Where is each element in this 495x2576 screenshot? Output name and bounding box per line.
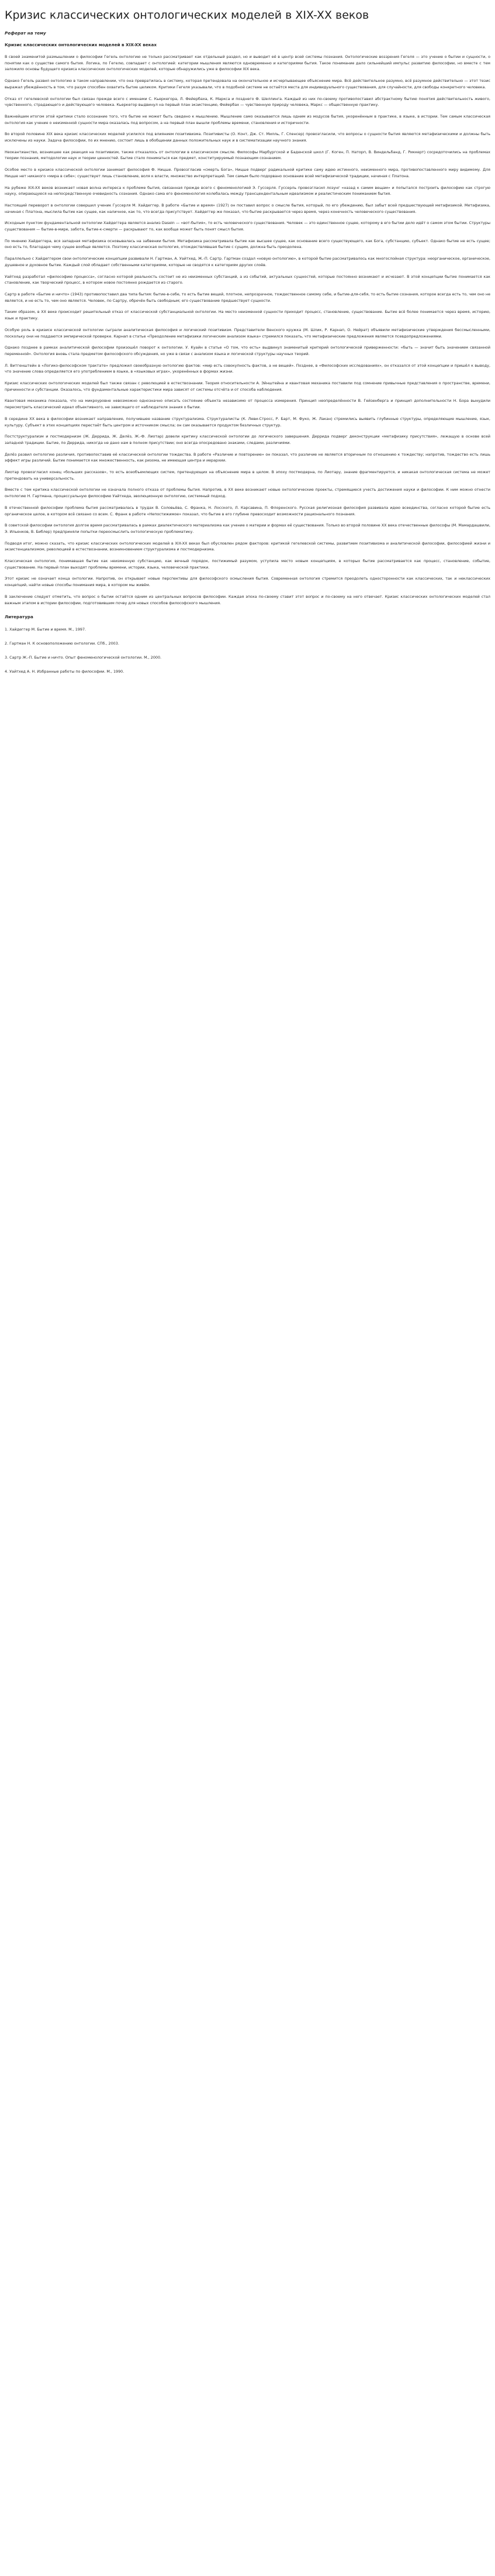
paragraph: Вместе с тем критика классической онтологии не означала полного отказа от проблемы бытия. Напротив, в XX веке возникают новые онтологические проекты, стремящиеся учесть достижения науки и философии. К ним можно отнести онтологию Н. Гартмана, процессуальную философию Уайтхеда, эволюционную онтологию, системный подход. (5, 487, 490, 499)
paragraph: Подводя итог, можно сказать, что кризис классических онтологических моделей в XIX-XX веках был обусловлен рядом факторов: критикой гегелевской системы, развитием позитивизма и аналитической философии, философией жизни и экзистенциализмом, революцией в естествознании, возникновением структурализма и постмодернизма. (5, 540, 490, 552)
paragraph: Л. Витгенштейн в «Логико-философском трактате» предложил своеобразную онтологию фактов: «мир есть совокупность фактов, а не вещей». Позднее, в «Философских исследованиях», он отказался от этой концепции и пришёл к выводу, что значение слова определяется его употреблением в языке, в «языковых играх», укоренённых в формах жизни. (5, 363, 490, 374)
references-list (5, 626, 490, 674)
paragraph: Параллельно с Хайдеггером свои онтологические концепции развивали Н. Гартман, А. Уайтхед, Ж.-П. Сартр. Гартман создал «новую онтологию», в которой бытие рассматривалось как многослойная структура: неорганическое, органическое, душевное и духовное бытие. Каждый слой обладает собственными категориями, которые не сводятся к категориям других слоёв. (5, 256, 490, 267)
paragraph: Особую роль в кризисе классической онтологии сыграли аналитическая философия и логический позитивизм. Представители Венского кружка (М. Шлик, Р. Карнап, О. Нейрат) объявили метафизические утверждения бессмысленными, поскольку они не поддаются эмпирической проверке. Карнап в статье «Преодоление метафизики логическим анализом языка» стремился показать, что метафизические предложения являются псевдопредложениями. (5, 327, 490, 339)
paragraph: В заключение следует отметить, что вопрос о бытии остаётся одним из центральных вопросов философии. Каждая эпоха по-своему ставит этот вопрос и по-своему на него отвечает. Кризис классических онтологических моделей стал важным этапом в истории философии, подготовившим почву для новых способов философского мышления. (5, 594, 490, 605)
paragraph: Отказ от гегелевской онтологии был связан прежде всего с именами С. Кьеркегора, Л. Фейербаха, К. Маркса и позднего Ф. Шеллинга. Каждый из них по-своему противопоставил абстрактному бытию понятия действительность живого, чувственного, страдающего и действующего человека. Кьеркегор выдвинул на первый план экзистенцию, Фейербах — чувственную природу человека, Маркс — общественную практику. (5, 96, 490, 108)
paragraph: В советской философии онтология долгое время рассматривалась в рамках диалектического материализма как учение о материи и формах её существования. Только во второй половине XX века отечественные философы (М. Мамардашвили, Э. Ильенков, В. Библер) предприняли попытки переосмыслить онтологическую проблематику. (5, 523, 490, 534)
paragraph: Неокантианство, возникшее как реакция на позитивизм, также отказалось от онтологии в классическом смысле. Философы Марбургской и Баденской школ (Г. Коген, П. Наторп, В. Виндельбанд, Г. Риккерт) сосредоточились на проблемах теории познания, методологии наук и теории ценностей. Бытие стало пониматься как предмет, конституируемый познающим сознанием. (5, 149, 490, 161)
paragraph: На рубеже XIX-XX веков возникает новая волна интереса к проблеме бытия, связанная прежде всего с феноменологией Э. Гуссерля. Гуссерль провозгласил лозунг «назад к самим вещам» и попытался построить философию как строгую науку, опирающуюся на непосредственную очевидность сознания. Однако сама его феноменология колебалась между трансцендентальным идеализмом и реалистическим пониманием бытия. (5, 185, 490, 197)
paragraph: В отечественной философии проблема бытия рассматривалась в трудах В. Соловьёва, С. Франка, Н. Лосского, Л. Карсавина, П. Флоренского. Русская религиозная философия развивала идею всеединства, согласно которой бытие есть органическое целое, в котором всё связано со всем. С. Франк в работе «Непостижимое» показал, что бытие в его глубине превосходит возможности рационального познания. (5, 505, 490, 516)
reference-item: 1. Хайдеггер М. Бытие и время. М., 1997. (5, 627, 86, 632)
reference-item: 3. Сартр Ж.-П. Бытие и ничто. Опыт феноменологической онтологии. М., 2000. (5, 655, 162, 660)
references-heading: Литература (5, 614, 33, 620)
paragraph: Лиотар провозгласил конец «больших рассказов», то есть всеобъемлющих систем, претендующих на объяснение мира в целом. В эпоху постмодерна, по Лиотару, знание фрагментируется, и никакая онтологическая система не может претендовать на универсальность. (5, 470, 490, 481)
paragraph: В середине XX века в философии возникает направление, получившее название структурализма. Структуралисты (К. Леви-Стросс, Р. Барт, М. Фуко, Ж. Лакан) стремились выявить глубинные структуры, определяющие мышление, язык, культуру. Субъект в этих концепциях перестаёт быть центром и источником смысла; он сам оказывается продуктом безличных структур. (5, 416, 490, 428)
page-title: Кризис классических онтологических моделей в XIX-XX веков (5, 9, 369, 22)
paragraph: Классическая онтология, понимавшая бытие как неизменную субстанцию, как вечный порядок, постижимый разумом, уступила место новым концепциям, в которых бытие рассматривается как процесс, становление, событие, существование. На первый план выходят проблемы времени, истории, языка, человеческой практики. (5, 559, 490, 570)
paragraph: Исходным пунктом фундаментальной онтологии Хайдеггера является анализ Dasein — «вот-бытия», то есть человеческого существования. Человек — это единственное сущее, которому в его бытии дело идёт о самом этом бытии. Структуры существования — бытие-в-мире, забота, бытие-к-смерти — раскрывают то, как вообще может быть понят смысл бытия. (5, 221, 490, 232)
paragraph: Постструктурализм и постмодернизм (Ж. Деррида, Ж. Делёз, Ж.-Ф. Лиотар) довели критику классической онтологии до логического завершения. Деррида подверг деконструкции «метафизику присутствия», лежащую в основе всей западной традиции. Бытие, по Деррида, никогда не дано нам в полном присутствии; оно всегда опосредовано знаками, следами, различиями. (5, 434, 490, 445)
paragraph: Таким образом, в XX веке происходит решительный отказ от классической субстанциальной онтологии. На место неизменной сущности приходит процесс, становление, существование. Бытие всё более понимается через время, историю, язык и практику. (5, 309, 490, 321)
paragraph: Важнейшим итогом этой критики стало осознание того, что бытие не может быть сведено к мышлению. Мышление само оказывается лишь одним из модусов бытия, укоренённым в практике, в языке, в истории. Тем самым классическая онтология как учение о неизменной сущности мира оказалась под вопросом, а на первый план вышли проблемы времени, становления и историчности. (5, 113, 490, 125)
paragraph: По мнению Хайдеггера, вся западная метафизика основывалась на забвении бытия. Метафизика рассматривала бытие как высшее сущее, как основание всего существующего, как Бога, субстанцию, субъект. Однако бытие не есть сущее; оно есть то, благодаря чему сущее вообще является. Поэтому классическая онтология, отождествлявшая бытие с сущим, должна быть преодолена. (5, 238, 490, 250)
document-page (0, 0, 495, 674)
document-body (5, 54, 490, 606)
paragraph: Однако Гегель развил онтологию в таком направлении, что она превратилась в систему, которая претендовала на окончательное и исчерпывающее объяснение мира. Всё действительное разумно, всё разумное действительно — этот тезис выражал убеждённость в том, что разум способен охватить бытие целиком. Критики Гегеля указывали, что в подобной системе не остаётся места для индивидуального существования, для случайности, для свободы конкретного человека. (5, 78, 490, 89)
paragraph: Уайтхед разработал «философию процесса», согласно которой реальность состоит не из неизменных субстанций, а из событий, актуальных сущностей, которые постоянно возникают и исчезают. В этой концепции бытие понимается как становление, как творческий процесс, в котором новое постоянно рождается из старого. (5, 274, 490, 285)
paragraph: Настоящий переворот в онтологии совершил ученик Гуссерля М. Хайдеггер. В работе «Бытие и время» (1927) он поставил вопрос о смысле бытия, который, по его убеждению, был забыт всей предшествующей метафизикой. Метафизика, начиная с Платона, мыслила бытие как сущее, как наличное, как то, что всегда присутствует. Хайдеггер же показал, что бытие раскрывается через время, через конечность человеческого существования. (5, 202, 490, 214)
paragraph: Кризис классических онтологических моделей был также связан с революцией в естествознании. Теория относительности А. Эйнштейна и квантовая механика поставили под сомнение привычные представления о пространстве, времени, причинности и субстанции. Оказалось, что фундаментальные характеристики мира зависят от системы отсчёта и от способа наблюдения. (5, 381, 490, 392)
reference-item: 2. Гартман Н. К основоположению онтологии. СПб., 2003. (5, 641, 119, 646)
paragraph: В своей знаменитой размышлении о философии Гегель онтологию не только рассматривает как отдельный раздел, но и выводит её в центр всей системы познания. Онтологические воззрения Гегеля — это учение о бытии и сущности, о понятии как о существе самого бытия. Логика, по Гегелю, совпадает с онтологией: категории мышления являются одновременно и категориями бытия. Такое понимание дало сильнейший импульс развитию философии, но вместе с тем заложило основы будущего кризиса классических онтологических моделей, которые обнаружились уже в философии XIX века. (5, 54, 490, 72)
paragraph: Квантовая механика показала, что на микроуровне невозможно однозначно описать состояние объекта независимо от процесса измерения. Принцип неопределённости В. Гейзенберга и принцип дополнительности Н. Бора вынудили пересмотреть классический идеал объективного, не зависящего от наблюдателя знания о бытии. (5, 398, 490, 410)
paragraph: Однако позднее в рамках аналитической философии произошёл поворот к онтологии. У. Куайн в статье «О том, что есть» выдвинул знаменитый критерий онтологической приверженности: «быть — значит быть значением связанной переменной». Онтология вновь стала предметом философского обсуждения, но уже в связи с анализом языка и логической структуры научных теорий. (5, 345, 490, 356)
section-heading: Кризис классических онтологических моделей в XIX-XX веках (5, 42, 157, 47)
paragraph: Этот кризис не означает конца онтологии. Напротив, он открывает новые перспективы для философского осмысления бытия. Современная онтология стремится преодолеть односторонности как классических, так и неклассических концепций, найти новые способы понимания мира, в котором мы живём. (5, 576, 490, 588)
reference-item: 4. Уайтхед А. Н. Избранные работы по философии. М., 1990. (5, 669, 124, 674)
paragraph: Сартр в работе «Бытие и ничто» (1943) противопоставил два типа бытия: бытие-в-себе, то есть бытие вещей, плотное, непрозрачное, тождественное самому себе, и бытие-для-себя, то есть бытие сознания, которое всегда есть то, чем оно не является, и не есть то, чем оно является. Человек, по Сартру, обречён быть свободным; его существование предшествует сущности. (5, 291, 490, 303)
paragraph: Во второй половине XIX века кризис классических моделей усилился под влиянием позитивизма. Позитивисты (О. Конт, Дж. Ст. Милль, Г. Спенсер) провозгласили, что вопросы о сущности бытия являются метафизическими и должны быть исключены из науки. Задача философии, по их мнению, состоит лишь в обобщении данных положительных наук и в систематизации научного знания. (5, 132, 490, 143)
paragraph: Особое место в кризисе классической онтологии занимает философия Ф. Ницше. Провозгласив «смерть Бога», Ницше подверг радикальной критике саму идею истинного, неизменного мира, противопоставленного миру видимому. Для Ницше нет никакого «мира в себе»; существует лишь становление, воля к власти, множество интерпретаций. Тем самым было подорвано основание всей метафизической традиции, начиная с Платона. (5, 167, 490, 178)
paragraph: Делёз развил онтологию различия, противопоставив её классической онтологии тождества. В работе «Различие и повторение» он показал, что различие не является вторичным по отношению к тождеству; напротив, тождество есть лишь эффект игры различий. Бытие понимается как множественность, как ризома, не имеющая центра и иерархии. (5, 452, 490, 463)
document-subtitle: Реферат на тему (5, 30, 46, 36)
